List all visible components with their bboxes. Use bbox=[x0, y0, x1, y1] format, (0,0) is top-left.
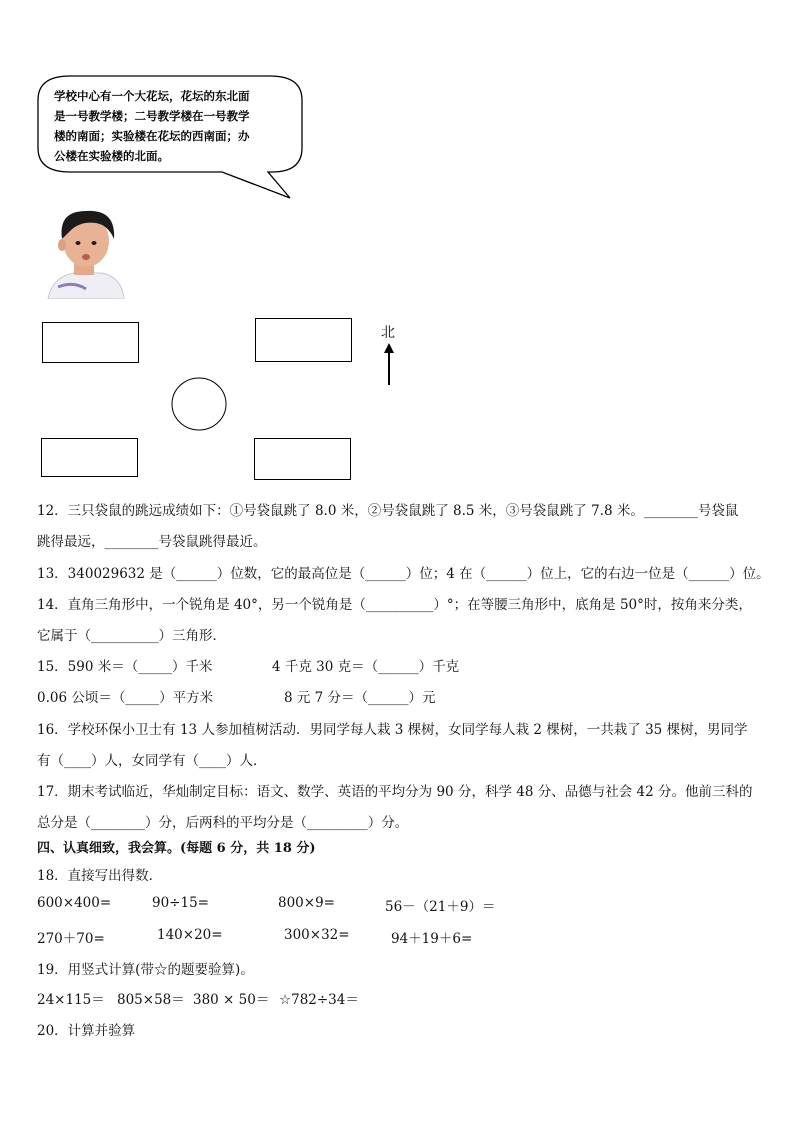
question-16-line-2: 有（____）人，女同学有（____）人． bbox=[37, 753, 267, 769]
question-18: 18．直接写出得数． bbox=[37, 868, 163, 884]
q18-row1-item1: 600×400= bbox=[37, 895, 112, 911]
q18-row2-item1: 270＋70= bbox=[37, 931, 105, 947]
q18-row1-item4: 56－（21＋9）＝ bbox=[385, 899, 496, 915]
north-label: 北 bbox=[381, 325, 395, 341]
question-12-line-2: 跳得最远，________号袋鼠跳得最近。 bbox=[37, 534, 267, 550]
q19-item2: 805×58＝ bbox=[117, 992, 185, 1008]
q18-row2-item3: 300×32= bbox=[284, 927, 350, 943]
question-20: 20．计算并验算 bbox=[37, 1023, 136, 1039]
q19-item4: ☆782÷34＝ bbox=[279, 992, 359, 1008]
question-16-line-1: 16．学校环保小卫士有 13 人参加植树活动．男同学每人栽 3 棵树，女同学每人栽 2 棵树，一共栽了 35 棵树，男同学 bbox=[37, 722, 748, 738]
question-17-line-1: 17．期末考试临近，华灿制定目标：语文、数学、英语的平均分为 90 分，科学 48 分、品德与社会 42 分。他前三科的 bbox=[37, 784, 753, 800]
q18-row1-item3: 800×9= bbox=[278, 895, 335, 911]
north-arrow-icon bbox=[382, 342, 396, 386]
question-15-b: 4 千克 30 克＝（______）千克 bbox=[272, 659, 460, 675]
question-13: 13．340029632 是（______）位数，它的最高位是（______）位；4 在（______）位上，它的右边一位是（______）位。 bbox=[37, 566, 770, 582]
map-box-southwest[interactable] bbox=[41, 438, 138, 477]
map-box-northeast[interactable] bbox=[255, 318, 352, 362]
question-12-line-1: 12．三只袋鼠的跳远成绩如下：①号袋鼠跳了 8.0 米，②号袋鼠跳了 8.5 米，③号袋鼠跳了 7.8 米。________号袋鼠 bbox=[37, 503, 739, 519]
question-17-line-2: 总分是（________）分，后两科的平均分是（_________）分。 bbox=[37, 815, 409, 831]
map-box-northwest[interactable] bbox=[42, 322, 139, 363]
flower-bed-circle bbox=[170, 376, 230, 432]
question-15-a: 15．590 米＝（_____）千米 bbox=[37, 659, 213, 675]
question-15-c: 0.06 公顷＝（_____）平方米 bbox=[37, 690, 214, 706]
speech-bubble-text: 学校中心有一个大花坛，花坛的东北面 是一号教学楼；二号教学楼在一号教学 楼的南面；实验楼在花坛的西南面；办 公楼在实验楼的北面。 bbox=[54, 89, 250, 163]
q19-item1: 24×115＝ bbox=[37, 992, 105, 1008]
q18-row2-item4: 94＋19＋6= bbox=[391, 931, 473, 947]
question-19: 19．用竖式计算(带☆的题要验算)。 bbox=[37, 962, 254, 978]
map-box-southeast[interactable] bbox=[254, 438, 351, 480]
question-15-d: 8 元 7 分＝（______）元 bbox=[284, 690, 436, 706]
question-14-line-2: 它属于（__________）三角形． bbox=[37, 628, 226, 644]
section-4-heading: 四、认真细致，我会算。(每题 6 分，共 18 分) bbox=[37, 841, 316, 856]
q18-row1-item2: 90÷15= bbox=[152, 895, 209, 911]
q18-row2-item2: 140×20= bbox=[157, 927, 223, 943]
question-14-line-1: 14．直角三角形中，一个锐角是 40°，另一个锐角是（__________）°；在等腰三角形中，底角是 50°时，按角来分类， bbox=[37, 597, 752, 613]
q19-item3: 380 × 50＝ bbox=[193, 992, 270, 1008]
child-illustration bbox=[44, 205, 128, 299]
